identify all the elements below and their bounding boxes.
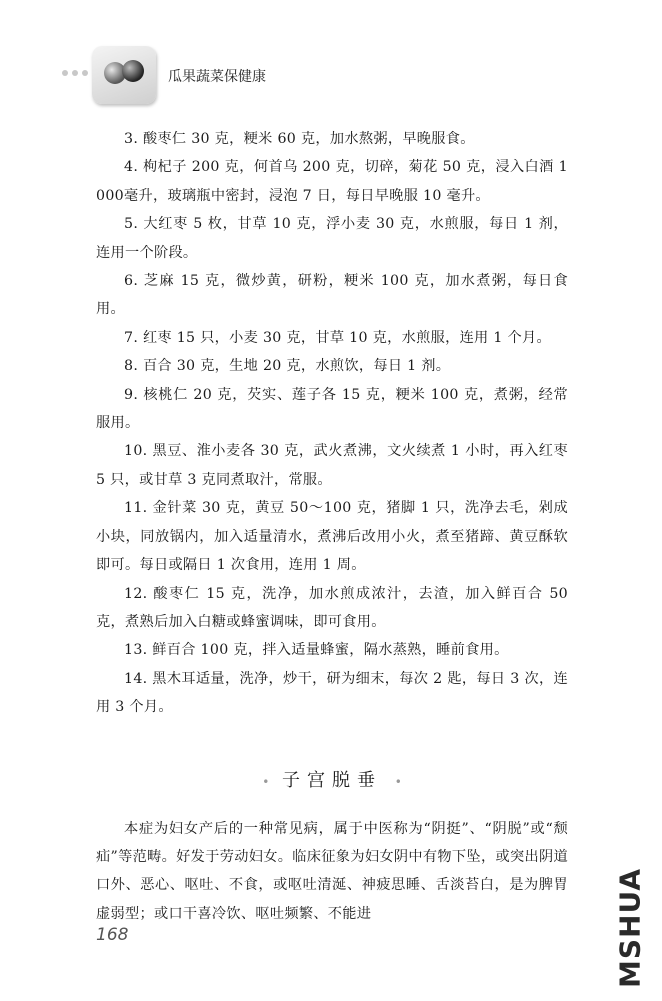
heading-ornament: • [394,774,402,789]
running-header [58,46,378,108]
book-title: 瓜果蔬菜保健康 [168,69,266,85]
section-intro: 本症为妇女产后的一种常见病，属于中医称为“阴挺”、“阴脱”或“颓疝”等范畴。好发于劳动妇女。临床征象为妇女阴中有物下坠，或突出阴道口外、恶心、呕吐、不食，或呕吐清涎、神疲思睡、舌淡苔白，是为脾胃虚弱型；或口干喜冷饮、呕吐频繁、不能进 [96,820,568,922]
section-title: 子宫脱垂 [282,769,382,791]
remedy-item: 14. 黑木耳适量，洗净，炒干，研为细末，每次 2 匙，每日 3 次，连用 3 个月。 [96,670,568,716]
remedy-item: 6. 芝麻 15 克，微炒黄，研粉，粳米 100 克，加水煮粥，每日食用。 [96,273,568,318]
remedy-item: 7. 红枣 15 只，小麦 30 克，甘草 10 克，水煎服，连用 1 个月。 [124,329,551,346]
watermark-text: MSHUA [613,867,647,989]
remedy-item: 12. 酸枣仁 15 克，洗净，加水煎成浓汁，去渣，加入鲜百合 50 克，煮熟后加入白糖或蜂蜜调味，即可食用。 [96,585,568,630]
remedy-item: 9. 核桃仁 20 克，芡实、莲子各 15 克，粳米 100 克，煮粥，经常服用。 [96,386,568,432]
fruit-logo-icon [92,46,156,104]
heading-ornament: • [262,774,270,789]
section-heading [96,766,568,797]
remedy-item: 4. 枸杞子 200 克，何首乌 200 克，切碎，菊花 50 克，浸入白酒 1 000毫升，玻璃瓶中密封，浸泡 7 日，每日早晚服 10 毫升。 [96,159,568,204]
remedy-item: 10. 黑豆、淮小麦各 30 克，武火煮沸，文火续煮 1 小时，再入红枣 5 只，或甘草 3 克同煮取汁，常服。 [96,443,568,488]
remedy-item: 8. 百合 30 克，生地 20 克，水煎饮，每日 1 剂。 [124,358,451,375]
remedy-item: 13. 鲜百合 100 克，拌入适量蜂蜜，隔水蒸熟，睡前食用。 [124,642,509,659]
page-number: 168 [96,925,129,945]
remedy-item: 5. 大红枣 5 枚，甘草 10 克，浮小麦 30 克，水煎服，每日 1 剂，连用一个阶段。 [96,216,568,261]
watermark [600,855,660,1001]
remedy-item: 11. 金针菜 30 克，黄豆 50～100 克，猪脚 1 只，洗净去毛，剁成小块，同放锅内，加入适量清水，煮沸后改用小火，煮至猪蹄、黄豆酥软即可。每日或隔日 1 次食用，连用 1 周。 [96,500,568,574]
page-body [96,125,568,928]
header-dots [62,70,88,76]
remedy-item: 3. 酸枣仁 30 克，粳米 60 克，加水熬粥，早晚服食。 [124,131,475,147]
